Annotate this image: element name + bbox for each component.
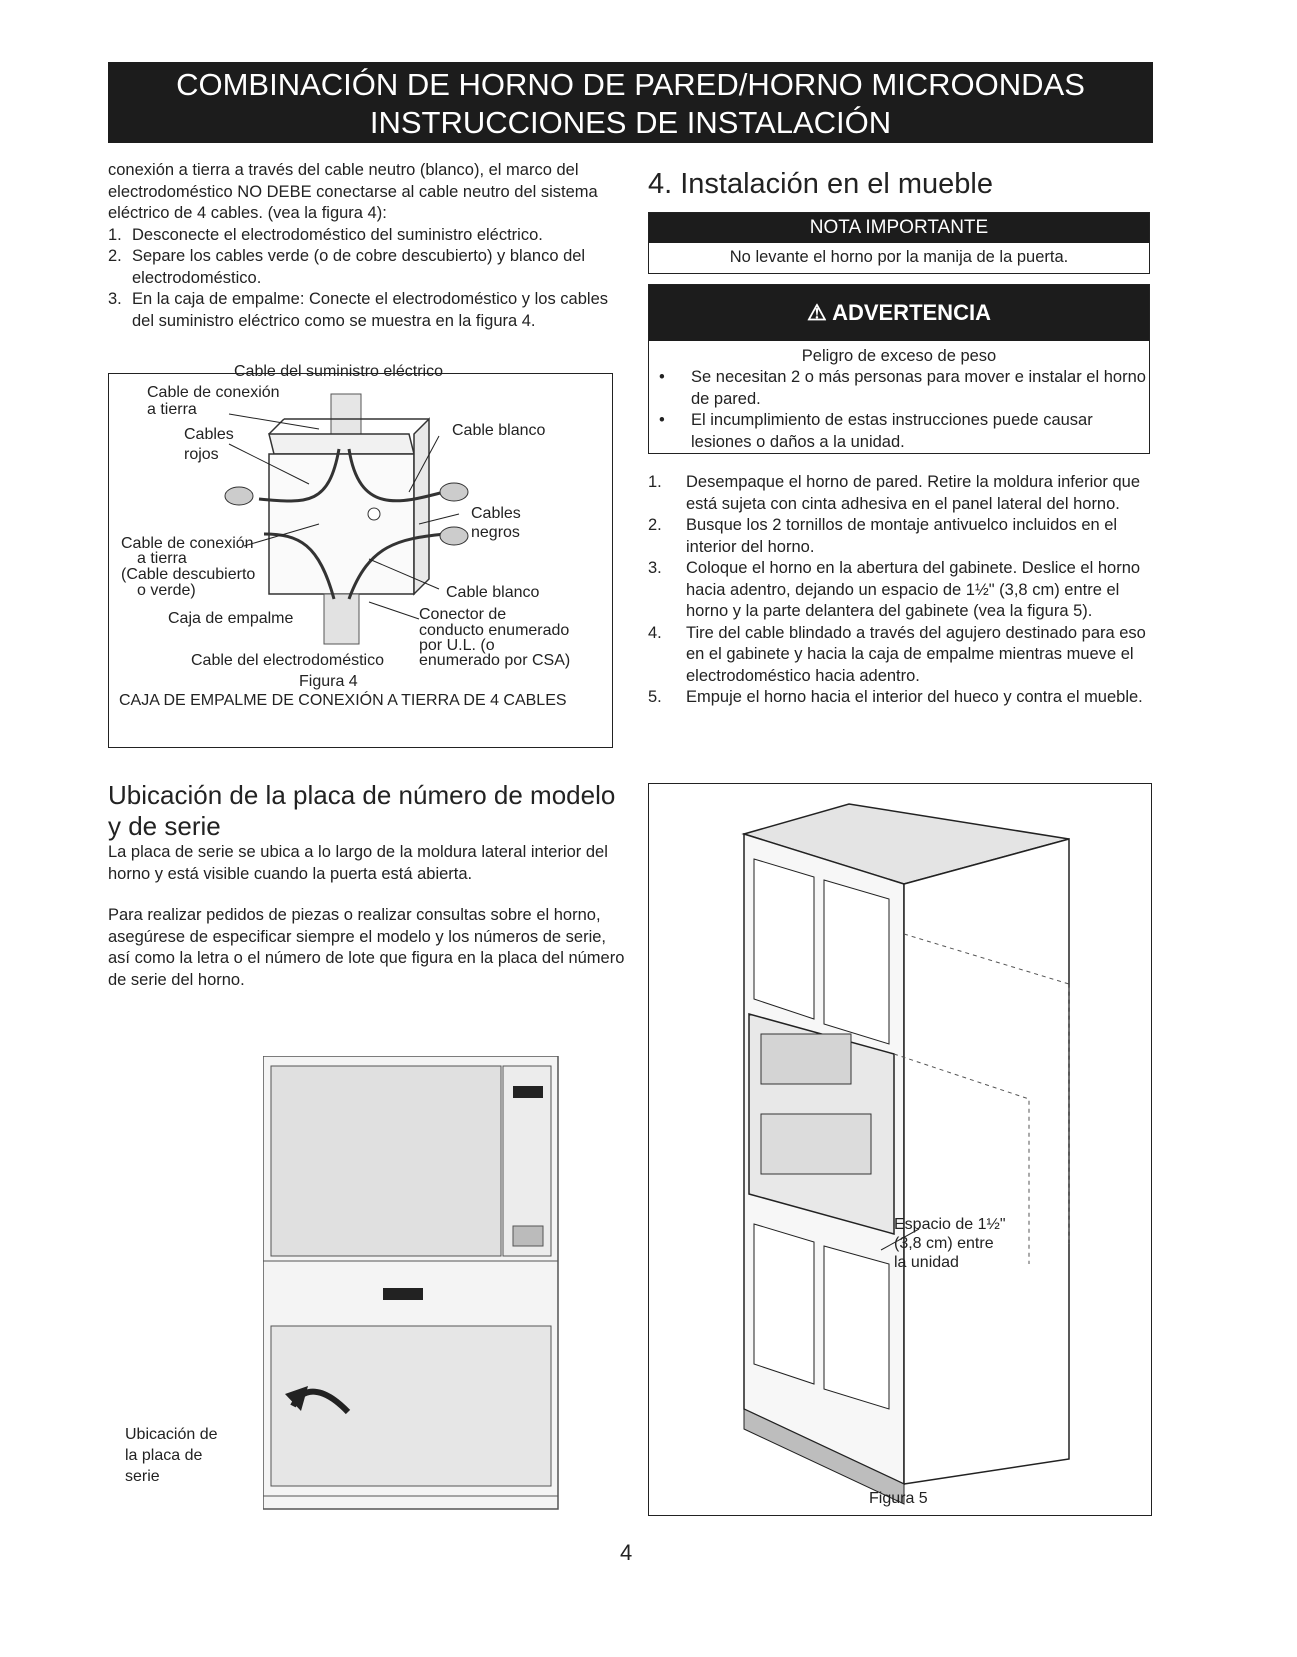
label-red-cables-a: Cables bbox=[184, 426, 234, 443]
figure-5-box bbox=[648, 783, 1152, 1516]
wiring-step: 1. Desconecte el electrodoméstico del suministro eléctrico. bbox=[108, 225, 543, 244]
section-title: 4. Instalación en el mueble bbox=[648, 168, 993, 200]
label-ground-cable-top-a: Cable de conexión bbox=[147, 384, 280, 401]
label-supply-cable: Cable del suministro eléctrico bbox=[234, 363, 443, 380]
install-step: 1. Desempaque el horno de pared. Retire la moldura inferior que está sujeta con cinta adhesiva en el panel lateral del horno. bbox=[648, 473, 1141, 513]
wiring-step: 3. En la caja de empalme: Conecte el electrodoméstico y los cables del suministro eléctrico como se muestra en la figura 4. bbox=[108, 290, 608, 330]
wiring-step: 2. Separe los cables verde (o de cobre descubierto) y blanco del electrodoméstico. bbox=[108, 247, 586, 287]
warning-header: ⚠ ADVERTENCIA bbox=[649, 285, 1149, 341]
wiring-steps bbox=[108, 225, 613, 333]
bullet-icon: • bbox=[659, 368, 665, 386]
label-ground-cable-bottom-b: a tierra bbox=[137, 550, 187, 567]
fig5-label-b: (3,8 cm) entre bbox=[894, 1235, 994, 1252]
figure-4-caption: CAJA DE EMPALME DE CONEXIÓN A TIERRA DE 4 CABLES bbox=[119, 692, 567, 709]
label-ground-cable-top-b: a tierra bbox=[147, 401, 197, 418]
header-title-line2: INSTRUCCIONES DE INSTALACIÓN bbox=[369, 105, 892, 140]
warning-list bbox=[649, 367, 1149, 453]
fig5-label-a: Espacio de 1½" bbox=[894, 1216, 1006, 1233]
figure-4-label: Figura 4 bbox=[299, 673, 358, 690]
important-note-text: No levante el horno por la manija de la puerta. bbox=[729, 248, 1069, 266]
serial-plate-paragraph-2: Para realizar pedidos de piezas o realizar consultas sobre el horno, asegúrese de especificar siempre el modelo y los números de serie, así como la letra o el número de lote que figura en la placa del número de serie del horno. bbox=[108, 906, 625, 989]
label-appliance-cable: Cable del electrodoméstico bbox=[191, 652, 384, 669]
header-banner bbox=[108, 62, 1153, 143]
label-red-cables-b: rojos bbox=[184, 446, 219, 463]
oven-serial-label: Ubicación de la placa de serie bbox=[125, 1426, 218, 1485]
label-ground-cable-bottom-c: (Cable descubierto bbox=[121, 566, 256, 583]
label-black-cables-b: negros bbox=[471, 524, 520, 541]
serial-plate-paragraph-1: La placa de serie se ubica a lo largo de la moldura lateral interior del horno y está visible cuando la puerta está abierta. bbox=[108, 843, 608, 883]
label-ground-cable-bottom-a: Cable de conexión bbox=[121, 535, 254, 552]
label-connector-a: Conector de bbox=[419, 606, 507, 623]
left-intro-block bbox=[108, 160, 613, 332]
intro-paragraph: conexión a tierra a través del cable neutro (blanco), el marco del electrodoméstico NO DEBE conectarse al cable neutro del sistema eléctrico de 4 cables. (vea la figura 4): bbox=[108, 161, 598, 222]
warning-item: • Se necesitan 2 o más personas para mover e instalar el horno de pared. bbox=[659, 368, 1146, 408]
bullet-icon: • bbox=[659, 411, 665, 429]
label-black-cables-a: Cables bbox=[471, 505, 521, 522]
serial-plate-title: Ubicación de la placa de número de modelo y de serie bbox=[108, 780, 616, 841]
oven-front-illustration bbox=[263, 1056, 561, 1511]
install-step: 3. Coloque el horno en la abertura del gabinete. Deslice el horno hacia adentro, dejando un espacio de 1½" (3,8 cm) entre el horno y la parte delantera del gabinete (vea la figura 5). bbox=[648, 559, 1141, 620]
header-title-line1: COMBINACIÓN DE HORNO DE PARED/HORNO MICROONDAS bbox=[176, 67, 1085, 102]
cabinet-illustration bbox=[649, 784, 1149, 1514]
important-note-header: NOTA IMPORTANTE bbox=[649, 213, 1149, 243]
label-white-cable-bottom: Cable blanco bbox=[446, 584, 540, 601]
serial-plate-section bbox=[108, 780, 628, 991]
label-junction-box: Caja de empalme bbox=[168, 610, 294, 627]
warning-box bbox=[648, 284, 1150, 454]
label-connector-d: enumerado por CSA) bbox=[419, 652, 571, 669]
label-ground-cable-bottom-d: o verde) bbox=[137, 582, 196, 599]
figure-5-caption: Figura 5 bbox=[869, 1490, 928, 1507]
important-note-box bbox=[648, 212, 1150, 274]
warning-item: • El incumplimiento de estas instrucciones puede causar lesiones o daños a la unidad. bbox=[659, 411, 1093, 451]
figure-4-box bbox=[108, 363, 613, 748]
warning-triangle-icon: ⚠ bbox=[807, 300, 827, 325]
page-number: 4 bbox=[620, 1540, 633, 1565]
install-step: 2. Busque los 2 tornillos de montaje antivuelco incluidos en el interior del horno. bbox=[648, 516, 1118, 556]
install-steps bbox=[648, 472, 1153, 709]
label-connector-b: conducto enumerado bbox=[419, 622, 570, 639]
label-white-cable-top: Cable blanco bbox=[452, 422, 546, 439]
install-step: 5. Empuje el horno hacia el interior del hueco y contra el mueble. bbox=[648, 688, 1143, 706]
warning-subtitle: Peligro de exceso de peso bbox=[801, 347, 997, 365]
label-connector-c: por U.L. (o bbox=[419, 637, 495, 654]
fig5-label-c: la unidad bbox=[894, 1254, 959, 1271]
install-steps-block bbox=[648, 472, 1153, 709]
install-step: 4. Tire del cable blindado a través del agujero destinado para eso en el gabinete y hacia la caja de empalme mientras mueve el electrodoméstico hacia adentro. bbox=[648, 623, 1146, 685]
